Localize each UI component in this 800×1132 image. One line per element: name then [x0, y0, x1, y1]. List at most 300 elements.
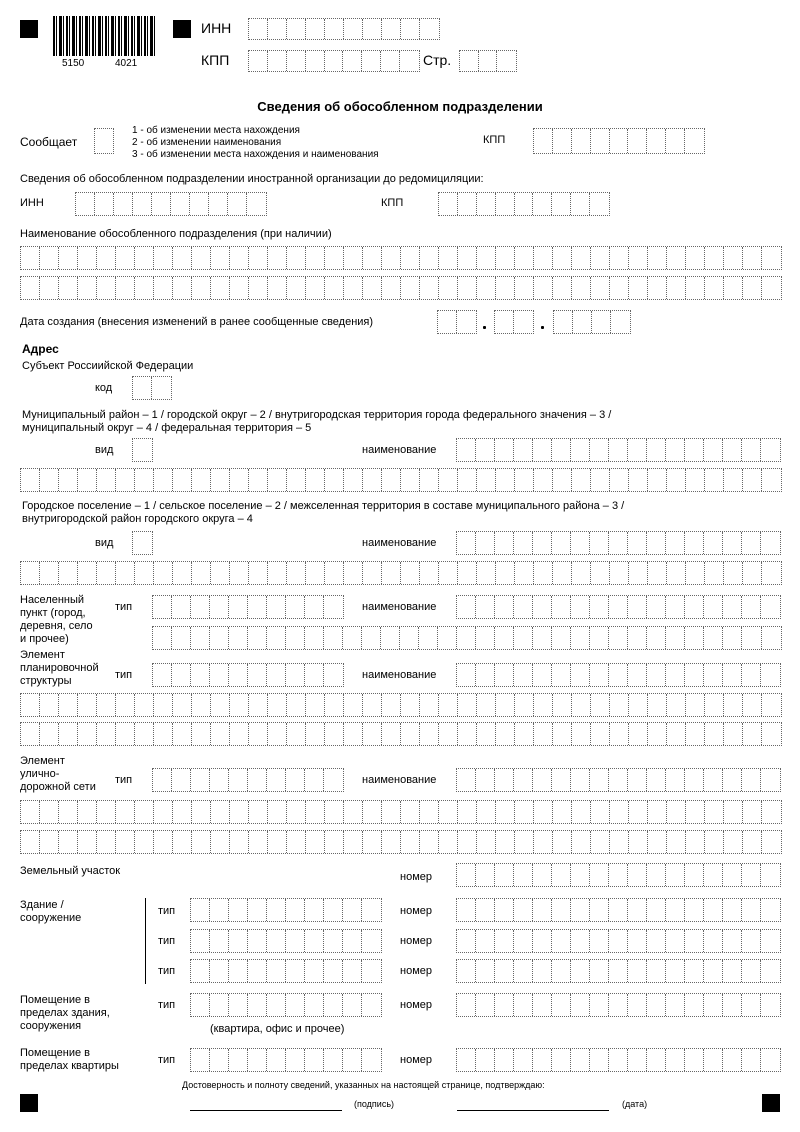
char-cell[interactable] — [590, 596, 609, 618]
char-cell[interactable] — [135, 469, 154, 491]
char-cell[interactable] — [192, 247, 211, 269]
char-cell[interactable] — [192, 562, 211, 584]
building-type-cells-3[interactable] — [190, 959, 382, 983]
char-cell[interactable] — [78, 831, 97, 853]
char-cell[interactable] — [401, 247, 420, 269]
char-cell[interactable] — [496, 247, 515, 269]
char-cell[interactable] — [533, 664, 552, 686]
char-cell[interactable] — [247, 193, 266, 215]
char-cell[interactable] — [135, 801, 154, 823]
char-cell[interactable] — [230, 562, 249, 584]
char-cell[interactable] — [306, 831, 325, 853]
char-cell[interactable] — [268, 19, 287, 39]
char-cell[interactable] — [210, 960, 229, 982]
char-cell[interactable] — [40, 831, 59, 853]
char-cell[interactable] — [325, 277, 344, 299]
char-cell[interactable] — [514, 899, 533, 921]
char-cell[interactable] — [686, 277, 705, 299]
building-number-cells-2[interactable] — [456, 929, 781, 953]
char-cell[interactable] — [229, 627, 248, 649]
char-cell[interactable] — [724, 723, 743, 745]
char-cell[interactable] — [534, 831, 553, 853]
char-cell[interactable] — [476, 994, 495, 1016]
char-cell[interactable] — [191, 930, 210, 952]
char-cell[interactable] — [477, 562, 496, 584]
char-cell[interactable] — [439, 562, 458, 584]
char-cell[interactable] — [477, 723, 496, 745]
char-cell[interactable] — [287, 469, 306, 491]
char-cell[interactable] — [514, 532, 533, 554]
char-cell[interactable] — [666, 596, 685, 618]
char-cell[interactable] — [325, 562, 344, 584]
char-cell[interactable] — [590, 864, 609, 886]
char-cell[interactable] — [534, 247, 553, 269]
char-cell[interactable] — [495, 960, 514, 982]
char-cell[interactable] — [552, 769, 571, 791]
char-cell[interactable] — [211, 831, 230, 853]
char-cell[interactable] — [344, 801, 363, 823]
char-cell[interactable] — [362, 1049, 381, 1071]
char-cell[interactable] — [229, 930, 248, 952]
char-cell[interactable] — [761, 769, 780, 791]
char-cell[interactable] — [590, 769, 609, 791]
char-cell[interactable] — [286, 960, 305, 982]
char-cell[interactable] — [552, 960, 571, 982]
char-cell[interactable] — [590, 664, 609, 686]
char-cell[interactable] — [40, 723, 59, 745]
char-cell[interactable] — [211, 801, 230, 823]
char-cell[interactable] — [686, 562, 705, 584]
char-cell[interactable] — [153, 596, 172, 618]
char-cell[interactable] — [743, 277, 762, 299]
char-cell[interactable] — [742, 664, 761, 686]
char-cell[interactable] — [344, 723, 363, 745]
char-cell[interactable] — [591, 469, 610, 491]
char-cell[interactable] — [154, 247, 173, 269]
char-cell[interactable] — [647, 129, 666, 153]
char-cell[interactable] — [135, 723, 154, 745]
char-cell[interactable] — [515, 694, 534, 716]
char-cell[interactable] — [363, 277, 382, 299]
char-cell[interactable] — [742, 994, 761, 1016]
char-cell[interactable] — [704, 627, 723, 649]
char-cell[interactable] — [497, 51, 516, 71]
char-cell[interactable] — [571, 627, 590, 649]
char-cell[interactable] — [761, 899, 780, 921]
char-cell[interactable] — [628, 439, 647, 461]
char-cell[interactable] — [230, 694, 249, 716]
char-cell[interactable] — [116, 723, 135, 745]
date-year-cells[interactable] — [553, 310, 631, 334]
room-flat-number-cells[interactable] — [456, 1048, 781, 1072]
char-cell[interactable] — [324, 1049, 343, 1071]
char-cell[interactable] — [533, 994, 552, 1016]
char-cell[interactable] — [647, 864, 666, 886]
char-cell[interactable] — [439, 193, 458, 215]
char-cell[interactable] — [628, 532, 647, 554]
char-cell[interactable] — [229, 1049, 248, 1071]
char-cell[interactable] — [248, 930, 267, 952]
char-cell[interactable] — [647, 596, 666, 618]
redomicile-inn-cells[interactable] — [75, 192, 267, 216]
char-cell[interactable] — [306, 469, 325, 491]
char-cell[interactable] — [211, 469, 230, 491]
char-cell[interactable] — [591, 831, 610, 853]
char-cell[interactable] — [667, 247, 686, 269]
char-cell[interactable] — [533, 439, 552, 461]
char-cell[interactable] — [761, 994, 780, 1016]
char-cell[interactable] — [609, 664, 628, 686]
char-cell[interactable] — [457, 596, 476, 618]
char-cell[interactable] — [533, 930, 552, 952]
char-cell[interactable] — [647, 439, 666, 461]
char-cell[interactable] — [742, 1049, 761, 1071]
char-cell[interactable] — [40, 801, 59, 823]
char-cell[interactable] — [116, 831, 135, 853]
char-cell[interactable] — [420, 469, 439, 491]
char-cell[interactable] — [21, 831, 40, 853]
char-cell[interactable] — [628, 769, 647, 791]
char-cell[interactable] — [742, 769, 761, 791]
char-cell[interactable] — [476, 864, 495, 886]
date-day-cells[interactable] — [437, 310, 477, 334]
char-cell[interactable] — [133, 532, 152, 554]
char-cell[interactable] — [457, 769, 476, 791]
char-cell[interactable] — [723, 439, 742, 461]
char-cell[interactable] — [705, 247, 724, 269]
char-cell[interactable] — [476, 899, 495, 921]
char-cell[interactable] — [534, 723, 553, 745]
char-cell[interactable] — [514, 864, 533, 886]
char-cell[interactable] — [609, 596, 628, 618]
char-cell[interactable] — [572, 831, 591, 853]
char-cell[interactable] — [477, 193, 496, 215]
char-cell[interactable] — [460, 51, 479, 71]
char-cell[interactable] — [553, 469, 572, 491]
char-cell[interactable] — [78, 277, 97, 299]
char-cell[interactable] — [724, 247, 743, 269]
char-cell[interactable] — [420, 247, 439, 269]
char-cell[interactable] — [628, 994, 647, 1016]
char-cell[interactable] — [666, 664, 685, 686]
char-cell[interactable] — [420, 562, 439, 584]
room-building-type-cells[interactable] — [190, 993, 382, 1017]
char-cell[interactable] — [325, 831, 344, 853]
char-cell[interactable] — [686, 723, 705, 745]
char-cell[interactable] — [305, 627, 324, 649]
char-cell[interactable] — [610, 694, 629, 716]
char-cell[interactable] — [571, 664, 590, 686]
char-cell[interactable] — [609, 627, 628, 649]
char-cell[interactable] — [515, 723, 534, 745]
char-cell[interactable] — [534, 469, 553, 491]
char-cell[interactable] — [743, 469, 762, 491]
char-cell[interactable] — [324, 596, 343, 618]
char-cell[interactable] — [705, 562, 724, 584]
char-cell[interactable] — [552, 994, 571, 1016]
char-cell[interactable] — [743, 562, 762, 584]
char-cell[interactable] — [723, 899, 742, 921]
locality-type-cells[interactable] — [152, 595, 344, 619]
char-cell[interactable] — [457, 930, 476, 952]
char-cell[interactable] — [476, 664, 495, 686]
char-cell[interactable] — [154, 277, 173, 299]
char-cell[interactable] — [306, 247, 325, 269]
char-cell[interactable] — [229, 596, 248, 618]
char-cell[interactable] — [362, 930, 381, 952]
char-cell[interactable] — [21, 723, 40, 745]
char-cell[interactable] — [192, 723, 211, 745]
char-cell[interactable] — [667, 831, 686, 853]
char-cell[interactable] — [761, 960, 780, 982]
char-cell[interactable] — [495, 532, 514, 554]
char-cell[interactable] — [515, 247, 534, 269]
char-cell[interactable] — [534, 562, 553, 584]
char-cell[interactable] — [210, 1049, 229, 1071]
char-cell[interactable] — [171, 193, 190, 215]
char-cell[interactable] — [723, 994, 742, 1016]
char-cell[interactable] — [666, 627, 685, 649]
char-cell[interactable] — [496, 562, 515, 584]
char-cell[interactable] — [723, 864, 742, 886]
char-cell[interactable] — [495, 664, 514, 686]
char-cell[interactable] — [572, 129, 591, 153]
char-cell[interactable] — [477, 694, 496, 716]
char-cell[interactable] — [685, 960, 704, 982]
char-cell[interactable] — [609, 769, 628, 791]
char-cell[interactable] — [553, 562, 572, 584]
char-cell[interactable] — [552, 532, 571, 554]
char-cell[interactable] — [686, 831, 705, 853]
char-cell[interactable] — [305, 596, 324, 618]
char-cell[interactable] — [154, 801, 173, 823]
char-cell[interactable] — [381, 51, 400, 71]
char-cell[interactable] — [686, 247, 705, 269]
char-cell[interactable] — [191, 994, 210, 1016]
char-cell[interactable] — [267, 930, 286, 952]
char-cell[interactable] — [306, 562, 325, 584]
locality-name-cells-row-1[interactable] — [456, 595, 781, 619]
char-cell[interactable] — [723, 596, 742, 618]
char-cell[interactable] — [286, 596, 305, 618]
char-cell[interactable] — [400, 627, 419, 649]
char-cell[interactable] — [267, 596, 286, 618]
char-cell[interactable] — [762, 831, 781, 853]
char-cell[interactable] — [533, 627, 552, 649]
char-cell[interactable] — [515, 469, 534, 491]
char-cell[interactable] — [495, 439, 514, 461]
char-cell[interactable] — [761, 596, 780, 618]
char-cell[interactable] — [153, 769, 172, 791]
char-cell[interactable] — [571, 769, 590, 791]
char-cell[interactable] — [248, 769, 267, 791]
char-cell[interactable] — [533, 193, 552, 215]
char-cell[interactable] — [514, 311, 533, 333]
char-cell[interactable] — [229, 960, 248, 982]
char-cell[interactable] — [629, 831, 648, 853]
char-cell[interactable] — [479, 51, 498, 71]
char-cell[interactable] — [514, 664, 533, 686]
char-cell[interactable] — [476, 596, 495, 618]
char-cell[interactable] — [628, 1049, 647, 1071]
char-cell[interactable] — [686, 469, 705, 491]
char-cell[interactable] — [704, 1049, 723, 1071]
char-cell[interactable] — [629, 562, 648, 584]
char-cell[interactable] — [173, 831, 192, 853]
planning-name-cells-row-1[interactable] — [456, 663, 781, 687]
char-cell[interactable] — [97, 277, 116, 299]
char-cell[interactable] — [249, 469, 268, 491]
char-cell[interactable] — [382, 469, 401, 491]
char-cell[interactable] — [229, 664, 248, 686]
char-cell[interactable] — [343, 51, 362, 71]
char-cell[interactable] — [363, 694, 382, 716]
char-cell[interactable] — [154, 562, 173, 584]
char-cell[interactable] — [572, 801, 591, 823]
char-cell[interactable] — [324, 769, 343, 791]
char-cell[interactable] — [496, 694, 515, 716]
char-cell[interactable] — [514, 994, 533, 1016]
char-cell[interactable] — [685, 439, 704, 461]
char-cell[interactable] — [495, 864, 514, 886]
char-cell[interactable] — [648, 469, 667, 491]
char-cell[interactable] — [114, 193, 133, 215]
char-cell[interactable] — [533, 596, 552, 618]
char-cell[interactable] — [762, 801, 781, 823]
name-cells-row-1[interactable] — [20, 246, 782, 270]
municipal-name-cells-row-1[interactable] — [456, 438, 781, 462]
char-cell[interactable] — [610, 129, 629, 153]
char-cell[interactable] — [381, 627, 400, 649]
char-cell[interactable] — [133, 439, 152, 461]
char-cell[interactable] — [495, 769, 514, 791]
char-cell[interactable] — [628, 596, 647, 618]
char-cell[interactable] — [344, 562, 363, 584]
char-cell[interactable] — [344, 831, 363, 853]
char-cell[interactable] — [191, 899, 210, 921]
name-cells-row-2[interactable] — [20, 276, 782, 300]
char-cell[interactable] — [628, 664, 647, 686]
char-cell[interactable] — [382, 562, 401, 584]
header-kpp-cells[interactable] — [248, 50, 420, 72]
char-cell[interactable] — [287, 277, 306, 299]
char-cell[interactable] — [344, 277, 363, 299]
char-cell[interactable] — [647, 960, 666, 982]
municipal-name-cells-row-2[interactable] — [20, 468, 782, 492]
land-number-cells[interactable] — [456, 863, 781, 887]
char-cell[interactable] — [591, 723, 610, 745]
char-cell[interactable] — [476, 532, 495, 554]
char-cell[interactable] — [382, 801, 401, 823]
char-cell[interactable] — [514, 930, 533, 952]
char-cell[interactable] — [476, 439, 495, 461]
char-cell[interactable] — [533, 864, 552, 886]
char-cell[interactable] — [496, 469, 515, 491]
char-cell[interactable] — [591, 562, 610, 584]
char-cell[interactable] — [287, 694, 306, 716]
char-cell[interactable] — [78, 562, 97, 584]
char-cell[interactable] — [382, 247, 401, 269]
locality-name-cells-row-2[interactable] — [152, 626, 782, 650]
char-cell[interactable] — [553, 247, 572, 269]
char-cell[interactable] — [363, 723, 382, 745]
char-cell[interactable] — [286, 994, 305, 1016]
char-cell[interactable] — [230, 247, 249, 269]
char-cell[interactable] — [325, 723, 344, 745]
char-cell[interactable] — [571, 439, 590, 461]
char-cell[interactable] — [495, 930, 514, 952]
char-cell[interactable] — [743, 723, 762, 745]
char-cell[interactable] — [666, 769, 685, 791]
char-cell[interactable] — [439, 247, 458, 269]
char-cell[interactable] — [457, 627, 476, 649]
char-cell[interactable] — [363, 562, 382, 584]
char-cell[interactable] — [704, 864, 723, 886]
char-cell[interactable] — [458, 723, 477, 745]
char-cell[interactable] — [344, 247, 363, 269]
char-cell[interactable] — [400, 51, 419, 71]
char-cell[interactable] — [647, 1049, 666, 1071]
char-cell[interactable] — [173, 723, 192, 745]
char-cell[interactable] — [667, 723, 686, 745]
char-cell[interactable] — [610, 277, 629, 299]
char-cell[interactable] — [667, 469, 686, 491]
char-cell[interactable] — [401, 831, 420, 853]
char-cell[interactable] — [458, 193, 477, 215]
char-cell[interactable] — [667, 694, 686, 716]
char-cell[interactable] — [324, 994, 343, 1016]
char-cell[interactable] — [306, 277, 325, 299]
char-cell[interactable] — [133, 193, 152, 215]
char-cell[interactable] — [552, 193, 571, 215]
char-cell[interactable] — [249, 562, 268, 584]
char-cell[interactable] — [514, 627, 533, 649]
char-cell[interactable] — [305, 664, 324, 686]
char-cell[interactable] — [666, 439, 685, 461]
char-cell[interactable] — [249, 694, 268, 716]
char-cell[interactable] — [705, 831, 724, 853]
char-cell[interactable] — [667, 562, 686, 584]
char-cell[interactable] — [305, 769, 324, 791]
char-cell[interactable] — [190, 193, 209, 215]
char-cell[interactable] — [724, 831, 743, 853]
char-cell[interactable] — [267, 769, 286, 791]
char-cell[interactable] — [533, 899, 552, 921]
char-cell[interactable] — [173, 469, 192, 491]
char-cell[interactable] — [363, 801, 382, 823]
char-cell[interactable] — [705, 469, 724, 491]
char-cell[interactable] — [743, 247, 762, 269]
char-cell[interactable] — [590, 532, 609, 554]
char-cell[interactable] — [324, 930, 343, 952]
char-cell[interactable] — [324, 960, 343, 982]
char-cell[interactable] — [552, 664, 571, 686]
char-cell[interactable] — [552, 596, 571, 618]
char-cell[interactable] — [666, 930, 685, 952]
char-cell[interactable] — [173, 277, 192, 299]
char-cell[interactable] — [192, 277, 211, 299]
char-cell[interactable] — [210, 899, 229, 921]
char-cell[interactable] — [495, 627, 514, 649]
char-cell[interactable] — [685, 627, 704, 649]
char-cell[interactable] — [229, 769, 248, 791]
char-cell[interactable] — [172, 664, 191, 686]
char-cell[interactable] — [267, 994, 286, 1016]
char-cell[interactable] — [439, 694, 458, 716]
char-cell[interactable] — [743, 694, 762, 716]
char-cell[interactable] — [496, 723, 515, 745]
char-cell[interactable] — [191, 596, 210, 618]
